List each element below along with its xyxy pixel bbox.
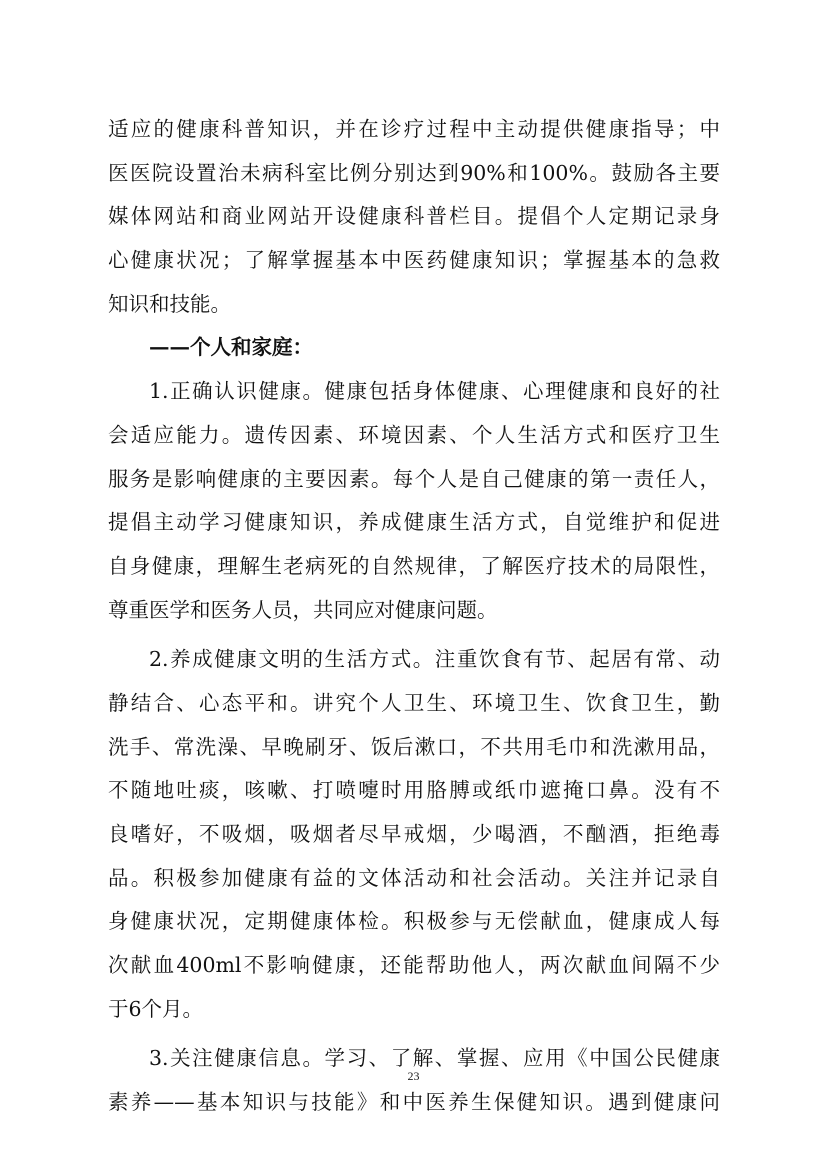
text-line-8: 会适应能力。遗传因素、环境因素、个人生活方式和医疗卫生 [108,422,720,447]
text-line-17: 良嗜好，不吸烟，吸烟者尽早戒烟，少喝酒，不酗酒，拒绝毒 [108,822,720,846]
text-line-4: 心健康状况；了解掌握基本中医药健康知识；掌握基本的急救 [108,248,720,273]
text-line-1: 适应的健康科普知识，并在诊疗过程中主动提供健康指导；中 [108,117,720,141]
text-line-2: 医医院设置治未病科室比例分别达到90%和100%。鼓励各主要 [108,160,720,185]
text-line-12: 尊重医学和医务人员，共同应对健康问题。 [108,597,498,622]
page-number: 23 [407,1069,420,1083]
text-line-7: 1.正确认识健康。健康包括身体健康、心理健康和良好的社 [149,379,720,404]
text-line-21: 于6个月。 [108,996,204,1021]
body-text [108,108,720,1125]
text-line-22: 3.关注健康信息。学习、了解、掌握、应用《中国公民健康 [149,1046,720,1071]
text-line-9: 服务是影响健康的主要因素。每个人是自己健康的第一责任人， [108,466,720,491]
text-line-14: 静结合、心态平和。讲究个人卫生、环境卫生、饮食卫生，勤 [108,690,720,715]
text-line-13: 2.养成健康文明的生活方式。注重饮食有节、起居有常、动 [149,647,720,672]
text-line-3: 媒体网站和商业网站开设健康科普栏目。提倡个人定期记录身 [108,204,720,229]
section-heading: ——个人和家庭： [149,335,313,360]
text-line-11: 自身健康，理解生老病死的自然规律，了解医疗技术的局限性， [108,553,720,578]
text-line-10: 提倡主动学习健康知识，养成健康生活方式，自觉维护和促进 [108,510,720,535]
text-line-18: 品。积极参加健康有益的文体活动和社会活动。关注并记录自 [108,865,720,890]
text-line-16: 不随地吐痰，咳嗽、打喷嚏时用胳膊或纸巾遮掩口鼻。没有不 [108,778,720,803]
text-line-23: 素养——基本知识与技能》和中医养生保健知识。遇到健康问 [108,1090,720,1115]
text-line-15: 洗手、常洗澡、早晚刷牙、饭后漱口，不共用毛巾和洗漱用品， [108,734,720,759]
text-line-20: 次献血400ml不影响健康，还能帮助他人，两次献血间隔不少 [108,953,720,978]
text-line-5: 知识和技能。 [108,291,231,316]
text-line-19: 身健康状况，定期健康体检。积极参与无偿献血，健康成人每 [108,909,720,934]
